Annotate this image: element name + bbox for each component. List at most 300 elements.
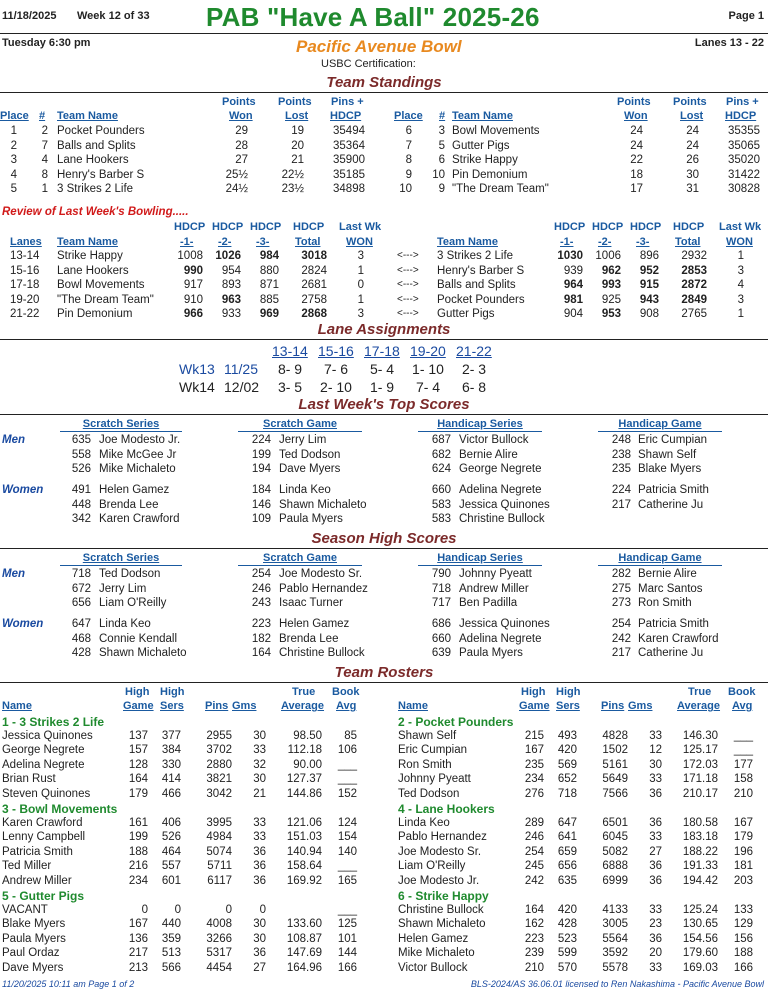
score-value: 243 (251, 597, 271, 609)
roster-stat: 133 (733, 903, 753, 916)
review-head-top: HDCP (250, 221, 282, 233)
score-bowler: Brenda Lee (99, 498, 159, 511)
roster-stat: 129 (733, 918, 753, 930)
review-head-bottom: -3- (256, 236, 270, 248)
roster-stat: 162 (524, 918, 544, 930)
roster-stat: 557 (161, 860, 181, 872)
score-head-underline (598, 565, 722, 566)
review-lanes: 13-14 (10, 250, 40, 262)
roster-stat: 2880 (206, 758, 232, 771)
score-value: 635 (71, 434, 91, 446)
standings-team-num: 10 (432, 168, 445, 181)
review-score-a: 966 (183, 308, 203, 320)
score-value: 248 (611, 434, 631, 446)
score-bowler: Helen Gamez (279, 618, 350, 630)
score-value: 109 (251, 513, 271, 525)
score-value: 217 (611, 647, 631, 659)
roster-stat: 239 (524, 947, 544, 959)
roster-head-name: Name (2, 700, 32, 712)
standings-team-num: 7 (41, 139, 48, 152)
roster-stat: 98.50 (293, 729, 322, 742)
roster-stat: 171.18 (682, 773, 718, 785)
roster-stat: 33 (253, 744, 266, 756)
roster-team-name: 1 - 3 Strikes 2 Life (2, 715, 105, 729)
roster-stat: 165 (337, 874, 357, 887)
roster-player-name: Liam O'Reilly (398, 860, 466, 872)
roster-stat: 420 (557, 903, 577, 916)
roster-team-name: 5 - Gutter Pigs (2, 889, 85, 903)
roster-stat: 147.69 (286, 947, 322, 959)
review-head-team: Team Name (437, 236, 498, 248)
standings-head-lost: Lost (680, 110, 704, 122)
standings-pins-hdcp: 35364 (333, 139, 365, 152)
review-score-b: 1 (737, 250, 744, 262)
standings-points-won: 18 (630, 168, 643, 181)
lane-week-label: Wk14 (179, 379, 215, 395)
score-value: 672 (71, 582, 91, 595)
review-head-bottom: Total (675, 236, 701, 248)
league-title: PAB "Have A Ball" 2025-26 (206, 2, 540, 32)
roster-stat: 130.65 (682, 918, 718, 930)
score-bowler: Joe Modesto Sr. (279, 568, 363, 580)
roster-player-name: Johnny Pyeatt (398, 773, 471, 785)
review-head-top: HDCP (592, 221, 624, 233)
score-value: 624 (431, 463, 451, 475)
review-team-a: Pin Demonium (57, 308, 133, 320)
roster-stat: 0 (141, 903, 148, 916)
roster-stat: 569 (557, 758, 577, 771)
roster-stat: 164 (524, 903, 544, 916)
roster-stat: 188 (733, 947, 753, 959)
review-score-b: 3 (737, 293, 744, 306)
section-title-top: Last Week's Top Scores (298, 396, 470, 413)
roster-stat: 3005 (602, 918, 628, 930)
standings-team-name: "The Dream Team" (452, 183, 549, 195)
review-score-b: 939 (563, 264, 583, 277)
score-head: Handicap Game (618, 552, 702, 564)
score-value: 717 (431, 597, 451, 609)
roster-head-pins: Pins (601, 700, 625, 712)
score-bowler: Catherine Ju (638, 498, 704, 511)
review-score-b: 2765 (681, 308, 707, 320)
lane-week-label: Wk13 (179, 361, 215, 377)
header-divider (0, 33, 768, 34)
roster-player-name: Shawn Self (398, 729, 457, 742)
review-score-b: 964 (563, 279, 583, 291)
review-score-a: 880 (259, 264, 279, 277)
roster-stat: 384 (161, 744, 181, 756)
review-vs-arrow: <---> (397, 250, 419, 261)
score-bowler: Jessica Quinones (459, 498, 550, 511)
roster-stat: 33 (649, 773, 662, 785)
standings-team-num: 3 (438, 125, 445, 137)
roster-stat: 216 (128, 860, 148, 872)
review-team-b: Henry's Barber S (437, 264, 525, 277)
review-score-b: 953 (601, 308, 621, 320)
roster-stat: 2955 (206, 729, 232, 742)
score-value: 526 (71, 463, 91, 475)
roster-stat: 30 (253, 918, 266, 930)
review-score-a: 2758 (301, 293, 327, 306)
review-score-a: 885 (259, 293, 279, 306)
roster-stat: 23 (649, 918, 662, 930)
score-bowler: Ben Padilla (459, 597, 518, 609)
score-bowler: Jerry Lim (99, 582, 147, 595)
score-value: 254 (251, 568, 271, 580)
roster-stat: 523 (557, 932, 577, 945)
roster-stat: 440 (161, 918, 181, 930)
review-team-a: Bowl Movements (57, 279, 145, 291)
roster-stat: 601 (161, 874, 181, 887)
score-head-underline (60, 431, 182, 432)
roster-stat: 217 (128, 947, 148, 959)
review-head-top: HDCP (212, 221, 244, 233)
score-value: 217 (611, 498, 631, 511)
roster-stat: 166 (733, 961, 753, 974)
roster-head-pins: Pins (205, 700, 229, 712)
standings-place: 4 (10, 168, 17, 181)
roster-stat: ___ (733, 729, 753, 742)
roster-stat: 414 (161, 773, 181, 785)
roster-stat: 33 (649, 831, 662, 843)
roster-stat: 199 (128, 831, 148, 843)
standings-points-won: 24 (630, 139, 643, 152)
standings-pins-hdcp: 30828 (728, 183, 760, 195)
roster-player-name: Brian Rust (2, 773, 56, 785)
roster-player-name: Victor Bullock (398, 961, 468, 974)
standings-team-num: 2 (41, 125, 48, 137)
roster-stat: 133.60 (286, 918, 322, 930)
roster-stat: 635 (557, 874, 577, 887)
review-score-b: 943 (639, 293, 659, 306)
review-score-b: 1006 (595, 250, 621, 262)
usbc-cert: USBC Certification: (321, 58, 416, 70)
lane-pair-header: 21-22 (456, 343, 492, 359)
roster-stat: 330 (161, 758, 181, 771)
label-women: Women (2, 484, 44, 496)
review-head-bottom: Total (295, 236, 321, 248)
roster-stat: 20 (649, 947, 662, 959)
roster-player-name: Ron Smith (398, 758, 452, 771)
roster-head-gms: Gms (232, 700, 257, 712)
standings-pins-hdcp: 35020 (728, 154, 760, 166)
roster-player-name: George Negrete (2, 744, 85, 756)
review-vs-arrow: <---> (397, 308, 419, 319)
lane-matchup: 2- 10 (320, 379, 352, 395)
review-score-a: 917 (183, 279, 203, 291)
roster-player-name: Jessica Quinones (2, 729, 93, 742)
score-bowler: Paula Myers (459, 647, 523, 659)
score-value: 223 (251, 618, 271, 630)
roster-stat: 289 (524, 816, 544, 829)
review-team-a: Lane Hookers (57, 264, 129, 277)
score-head: Handicap Series (437, 418, 523, 430)
roster-stat: ___ (337, 903, 357, 916)
roster-stat: 157 (128, 744, 148, 756)
roster-stat: 90.00 (293, 758, 322, 771)
standings-head-points-lost: Points (278, 96, 312, 108)
roster-stat: 5564 (602, 932, 628, 945)
standings-points-lost: 23½ (281, 183, 304, 195)
roster-stat: 140.94 (286, 845, 322, 858)
score-bowler: Bernie Alire (459, 448, 518, 461)
roster-stat: 154.56 (682, 932, 718, 945)
standings-points-lost: 31 (686, 183, 699, 195)
roster-stat: 21 (253, 787, 266, 800)
standings-team-num: 1 (41, 183, 48, 195)
roster-player-name: Patricia Smith (2, 845, 73, 858)
score-bowler: Christine Bullock (459, 513, 545, 525)
score-value: 686 (431, 618, 451, 630)
review-score-b: 904 (563, 308, 583, 320)
roster-player-name: Ted Dodson (398, 787, 460, 800)
roster-stat: 7566 (602, 787, 628, 800)
roster-head-average: Average (281, 700, 325, 712)
roster-stat: 5649 (602, 773, 628, 785)
roster-stat: 33 (253, 816, 266, 829)
standings-head-hdcp: HDCP (725, 110, 757, 122)
roster-stat: 196 (733, 845, 753, 858)
lane-pair-header: 17-18 (364, 343, 400, 359)
score-bowler: Shawn Michaleto (279, 498, 367, 511)
score-bowler: Connie Kendall (99, 632, 178, 645)
score-bowler: Bernie Alire (638, 568, 697, 580)
review-score-b: 1030 (557, 250, 583, 262)
roster-team-name: 6 - Strike Happy (398, 889, 489, 903)
standings-place: 8 (405, 154, 412, 166)
review-head-top: HDCP (673, 221, 705, 233)
roster-stat: 428 (557, 918, 577, 930)
standings-pins-hdcp: 35185 (333, 168, 365, 181)
score-head: Scratch Game (263, 418, 337, 430)
roster-stat: 27 (253, 961, 266, 974)
standings-pins-hdcp: 35900 (333, 154, 365, 166)
roster-stat: 406 (161, 816, 181, 829)
standings-team-name: Strike Happy (452, 154, 518, 166)
roster-stat: 179.60 (682, 947, 718, 959)
score-value: 687 (431, 434, 451, 446)
standings-team-num: 8 (41, 168, 48, 181)
standings-points-won: 28 (235, 139, 248, 152)
roster-stat: 36 (253, 845, 266, 858)
score-bowler: Karen Crawford (638, 632, 719, 645)
standings-points-lost: 24 (686, 139, 699, 152)
score-bowler: Ted Dodson (279, 448, 341, 461)
roster-stat: 137 (128, 729, 148, 742)
review-score-a: 0 (357, 279, 364, 291)
standings-head-num: # (439, 110, 446, 122)
score-value: 660 (431, 632, 451, 645)
roster-stat: 30 (253, 932, 266, 945)
roster-stat: 36 (649, 860, 662, 872)
score-bowler: Isaac Turner (279, 597, 343, 609)
roster-stat: 108.87 (286, 932, 322, 945)
review-score-b: 4 (737, 279, 744, 291)
standings-head-pins: Pins + (331, 96, 364, 108)
roster-stat: 30 (649, 758, 662, 771)
roster-head-high: High (521, 686, 546, 698)
review-score-b: 908 (639, 308, 659, 320)
review-score-b: 3 (737, 264, 744, 277)
roster-stat: 3821 (206, 773, 232, 785)
lane-matchup: 2- 3 (461, 361, 487, 377)
score-value: 224 (611, 484, 631, 496)
roster-stat: 158.64 (286, 860, 322, 872)
bowl-name: Pacific Avenue Bowl (296, 37, 462, 56)
roster-stat: 179 (733, 831, 753, 843)
season-divider (0, 548, 768, 549)
roster-stat: 12 (649, 744, 662, 756)
roster-stat: 121.06 (286, 816, 322, 829)
lane-matchup: 1- 9 (369, 379, 395, 395)
standings-head-team: Team Name (452, 110, 513, 122)
standings-divider (0, 92, 768, 93)
roster-stat: 464 (161, 845, 181, 858)
roster-stat: 6045 (602, 831, 628, 843)
roster-stat: 180.58 (682, 816, 718, 829)
review-score-b: 896 (639, 250, 659, 262)
score-head-underline (60, 565, 182, 566)
review-score-b: 2932 (681, 250, 707, 262)
roster-stat: 179 (128, 787, 148, 800)
standings-place: 7 (405, 139, 412, 152)
standings-points-lost: 20 (291, 139, 304, 152)
roster-stat: 4008 (206, 918, 232, 930)
standings-head-points-won: Points (222, 96, 256, 108)
score-bowler: Karen Crawford (99, 513, 180, 525)
standings-place: 2 (10, 139, 17, 152)
roster-stat: 210 (733, 787, 753, 800)
lane-pair-header: 13-14 (272, 343, 308, 359)
roster-stat: 0 (259, 903, 266, 916)
label-women: Women (2, 618, 44, 630)
roster-stat: 169.03 (682, 961, 718, 974)
roster-head-avg: Avg (732, 700, 753, 712)
roster-stat: 33 (649, 903, 662, 916)
roster-stat: 177 (733, 758, 753, 771)
roster-stat: 125 (337, 918, 357, 930)
roster-stat: 254 (524, 845, 544, 858)
roster-player-name: Dave Myers (2, 961, 64, 974)
roster-stat: 188.22 (682, 845, 718, 858)
standings-team-name: 3 Strikes 2 Life (57, 183, 134, 195)
review-score-b: 1 (737, 308, 744, 320)
lanes-divider (0, 339, 768, 340)
review-score-b: 925 (601, 293, 621, 306)
lane-week-date: 11/25 (224, 361, 258, 377)
roster-stat: 0 (225, 903, 232, 916)
roster-player-name: Steven Quinones (2, 787, 91, 800)
standings-pins-hdcp: 35355 (728, 125, 760, 137)
score-value: 660 (431, 484, 451, 496)
score-value: 184 (251, 484, 271, 496)
standings-points-lost: 22½ (281, 168, 304, 181)
roster-stat: 4984 (206, 831, 232, 843)
score-value: 583 (431, 498, 451, 511)
score-value: 273 (611, 597, 631, 609)
standings-points-won: 25½ (225, 168, 248, 181)
review-score-b: 915 (639, 279, 659, 291)
roster-player-name: Paula Myers (2, 932, 66, 945)
roster-stat: 152 (337, 787, 357, 800)
roster-stat: 718 (557, 787, 577, 800)
roster-head-avg: Avg (336, 700, 357, 712)
roster-stat: 235 (524, 758, 544, 771)
score-bowler: Mike McGee Jr (99, 448, 177, 461)
review-score-b: 2872 (681, 279, 707, 291)
standings-points-lost: 26 (686, 154, 699, 166)
label-men: Men (2, 434, 25, 446)
standings-points-won: 17 (630, 183, 643, 195)
roster-stat: 570 (557, 961, 577, 974)
score-head: Scratch Series (82, 552, 160, 564)
score-value: 282 (611, 568, 631, 580)
roster-stat: 420 (557, 744, 577, 756)
roster-stat: 3995 (206, 816, 232, 829)
page-number: Page 1 (728, 10, 764, 22)
score-value: 146 (251, 498, 271, 511)
roster-stat: 36 (649, 932, 662, 945)
roster-stat: 5082 (602, 845, 628, 858)
standings-team-num: 4 (41, 154, 48, 166)
score-bowler: Shawn Michaleto (99, 647, 187, 659)
standings-team-name: Balls and Splits (57, 139, 136, 152)
review-score-b: 981 (563, 293, 583, 306)
score-value: 718 (431, 582, 451, 595)
roster-stat: 158 (733, 773, 753, 785)
roster-stat: ___ (337, 773, 357, 785)
roster-head-true: True (292, 686, 316, 698)
review-score-a: 954 (221, 264, 241, 277)
roster-stat: 513 (161, 947, 181, 959)
score-value: 242 (611, 632, 631, 645)
review-team-b: Gutter Pigs (437, 308, 495, 320)
roster-player-name: Linda Keo (398, 816, 450, 829)
review-score-a: 2824 (301, 264, 327, 277)
score-bowler: Patricia Smith (638, 618, 709, 630)
label-men: Men (2, 568, 25, 580)
score-head: Handicap Series (437, 552, 523, 564)
roster-stat: 6117 (207, 874, 232, 887)
roster-player-name: Blake Myers (2, 918, 66, 930)
review-score-b: 2853 (681, 264, 707, 277)
roster-stat: 599 (557, 947, 577, 959)
lane-matchup: 7- 6 (323, 361, 349, 377)
roster-head-true: True (688, 686, 712, 698)
standings-team-name: Lane Hookers (57, 154, 129, 166)
roster-stat: 151.03 (286, 831, 322, 843)
score-bowler: Helen Gamez (99, 484, 170, 496)
roster-stat: 166 (337, 961, 357, 974)
roster-stat: 210 (524, 961, 544, 974)
roster-player-name: Helen Gamez (398, 932, 469, 945)
standings-pins-hdcp: 34898 (333, 183, 365, 195)
roster-stat: 5711 (207, 860, 232, 872)
roster-stat: 377 (161, 729, 181, 742)
score-bowler: Christine Bullock (279, 647, 365, 659)
score-bowler: Johnny Pyeatt (459, 568, 532, 580)
score-head-underline (238, 565, 362, 566)
lane-matchup: 6- 8 (461, 379, 487, 395)
score-value: 718 (71, 568, 91, 580)
review-head-lanes: Lanes (10, 236, 42, 248)
score-bowler: Jerry Lim (279, 434, 327, 446)
score-bowler: Andrew Miller (459, 582, 529, 595)
roster-stat: 223 (524, 932, 544, 945)
roster-stat: 6888 (602, 860, 628, 872)
standings-team-num: 5 (438, 139, 445, 152)
roster-stat: 136 (128, 932, 148, 945)
